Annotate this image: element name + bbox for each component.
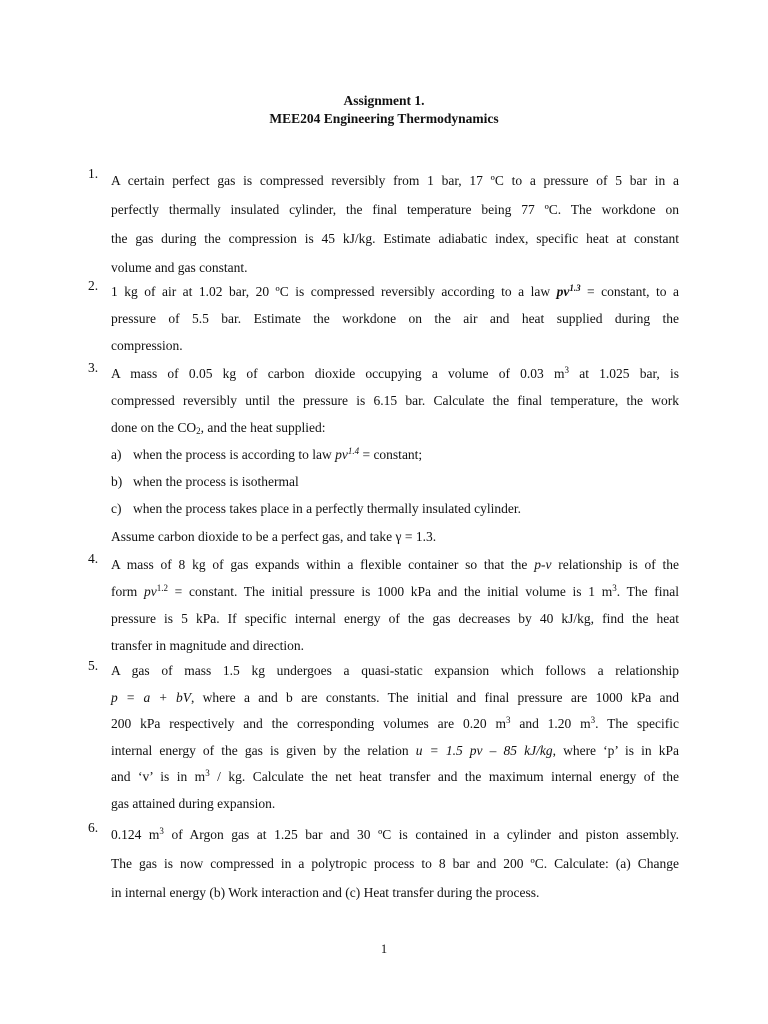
sub-question-c bbox=[111, 495, 679, 522]
law-expression: pv bbox=[556, 284, 570, 299]
text-run: 1 kg of air at 1.02 bar, 20 ºC is compressed reversibly according to a law bbox=[111, 284, 557, 299]
superscript: 3 bbox=[505, 715, 511, 725]
question-text bbox=[111, 820, 679, 907]
exponent: 1.3 bbox=[569, 283, 581, 293]
text-run: , where ‘p’ is in kPa bbox=[552, 742, 679, 758]
text-line bbox=[111, 278, 679, 305]
text-run: A mass of 0.05 kg of carbon dioxide occupying a volume of 0.03 m bbox=[111, 366, 565, 381]
question-text bbox=[111, 166, 679, 282]
text-line: A certain perfect gas is compressed reversibly from 1 bar, 17 ºC to a pressure of 5 bar in a bbox=[111, 173, 679, 188]
equation: u = 1.5 pv – 85 kJ/kg bbox=[415, 742, 553, 758]
text-line bbox=[111, 685, 679, 712]
text-run: when the process is isothermal bbox=[133, 474, 299, 489]
text-run: and 1.20 m bbox=[510, 716, 591, 731]
text-run: = constant. The initial pressure is 1000 kPa and the initial volume is 1 m bbox=[167, 584, 613, 599]
text-line: volume and gas constant. bbox=[111, 260, 248, 275]
text-line: pressure is 5 kPa. If specific internal energy of the gas decreases by 40 kJ/kg, find the heat bbox=[111, 611, 679, 626]
sub-label: c) bbox=[111, 501, 122, 516]
superscript: 3 bbox=[159, 826, 164, 836]
question-text bbox=[111, 551, 679, 659]
course-title: MEE204 Engineering Thermodynamics bbox=[269, 111, 499, 126]
text-line: The gas is now compressed in a polytropic process to 8 bar and 200 ºC. Calculate: (a) Change bbox=[111, 856, 679, 871]
text-line: compressed reversibly until the pressure is 6.15 bar. Calculate the final temperature, the work bbox=[111, 393, 679, 408]
text-line bbox=[111, 764, 679, 791]
text-line bbox=[111, 820, 679, 849]
text-line: Assume carbon dioxide to be a perfect gas, and take γ = 1.3. bbox=[111, 529, 437, 544]
text-line bbox=[111, 414, 679, 441]
text-run: . The specific bbox=[595, 716, 679, 731]
sub-label: a) bbox=[111, 447, 122, 462]
text-line: gas attained during expansion. bbox=[111, 795, 276, 811]
text-run: = constant, to a bbox=[580, 284, 679, 299]
text-run: 200 kPa respectively and the corresponding volumes are 0.20 m bbox=[111, 716, 506, 731]
text-line: the gas during the compression is 45 kJ/kg. Estimate adiabatic index, specific heat at constant bbox=[111, 231, 679, 246]
exponent: 1.2 bbox=[156, 583, 168, 593]
text-run: , where a and b are constants. The initial and final pressure are 1000 kPa and bbox=[190, 689, 679, 705]
superscript: 3 bbox=[612, 583, 617, 593]
exponent: 1.4 bbox=[347, 446, 360, 456]
text-line bbox=[111, 578, 679, 605]
text-line: perfectly thermally insulated cylinder, the final temperature being 77 ºC. The workdone on bbox=[111, 202, 679, 217]
text-run: and ‘v’ is in m bbox=[111, 769, 206, 784]
text-run: when the process takes place in a perfectly thermally insulated cylinder. bbox=[133, 501, 521, 516]
text-run: = constant; bbox=[359, 447, 423, 462]
question-number: 5. bbox=[88, 658, 99, 673]
question-number: 3. bbox=[88, 360, 99, 375]
text-run: when the process is according to law bbox=[133, 447, 336, 462]
law-expression: pv bbox=[335, 447, 348, 462]
subscript: 2 bbox=[196, 426, 201, 436]
question-text bbox=[111, 658, 679, 817]
question-text bbox=[111, 278, 679, 359]
text-line: transfer in magnitude and direction. bbox=[111, 638, 305, 653]
sub-question-b bbox=[111, 468, 679, 495]
text-run: internal energy of the gas is given by the relation bbox=[111, 742, 416, 758]
sub-label: b) bbox=[111, 474, 123, 489]
question-number: 2. bbox=[88, 278, 99, 293]
text-run: done on the CO bbox=[111, 420, 197, 435]
question-text bbox=[111, 360, 679, 551]
assignment-title: Assignment 1. bbox=[343, 93, 425, 108]
text-line bbox=[111, 738, 679, 765]
text-line: compression. bbox=[111, 338, 183, 353]
text-line bbox=[111, 551, 679, 578]
italic-term: p-v bbox=[534, 557, 552, 572]
text-line: A gas of mass 1.5 kg undergoes a quasi-static expansion which follows a relationship bbox=[111, 663, 679, 678]
question-number: 1. bbox=[88, 166, 99, 181]
superscript: 3 bbox=[564, 365, 570, 375]
sub-question-a bbox=[111, 441, 679, 468]
superscript: 3 bbox=[205, 768, 210, 778]
page-number: 1 bbox=[380, 942, 388, 956]
text-line bbox=[111, 360, 679, 387]
text-run: of Argon gas at 1.25 bar and 30 ºC is contained in a cylinder and piston assembly. bbox=[163, 827, 679, 842]
text-run: / kg. Calculate the net heat transfer and the maximum internal energy of the bbox=[209, 769, 679, 784]
text-line: pressure of 5.5 bar. Estimate the workdone on the air and heat supplied during the bbox=[111, 311, 679, 326]
question-number: 6. bbox=[88, 820, 99, 835]
text-run: , and the heat supplied: bbox=[200, 420, 326, 435]
law-expression: pv bbox=[143, 584, 157, 599]
text-line: in internal energy (b) Work interaction and (c) Heat transfer during the process. bbox=[111, 885, 540, 900]
text-run: at 1.025 bar, is bbox=[569, 366, 680, 381]
equation: p = a + bV bbox=[111, 689, 191, 705]
text-run: form bbox=[111, 584, 144, 599]
superscript: 3 bbox=[590, 715, 596, 725]
text-run: relationship is of the bbox=[551, 557, 680, 572]
text-run: . The final bbox=[616, 584, 680, 599]
text-run: A mass of 8 kg of gas expands within a flexible container so that the bbox=[111, 557, 535, 572]
text-run: 0.124 m bbox=[111, 827, 160, 842]
question-number: 4. bbox=[88, 551, 99, 566]
text-line bbox=[111, 711, 679, 738]
